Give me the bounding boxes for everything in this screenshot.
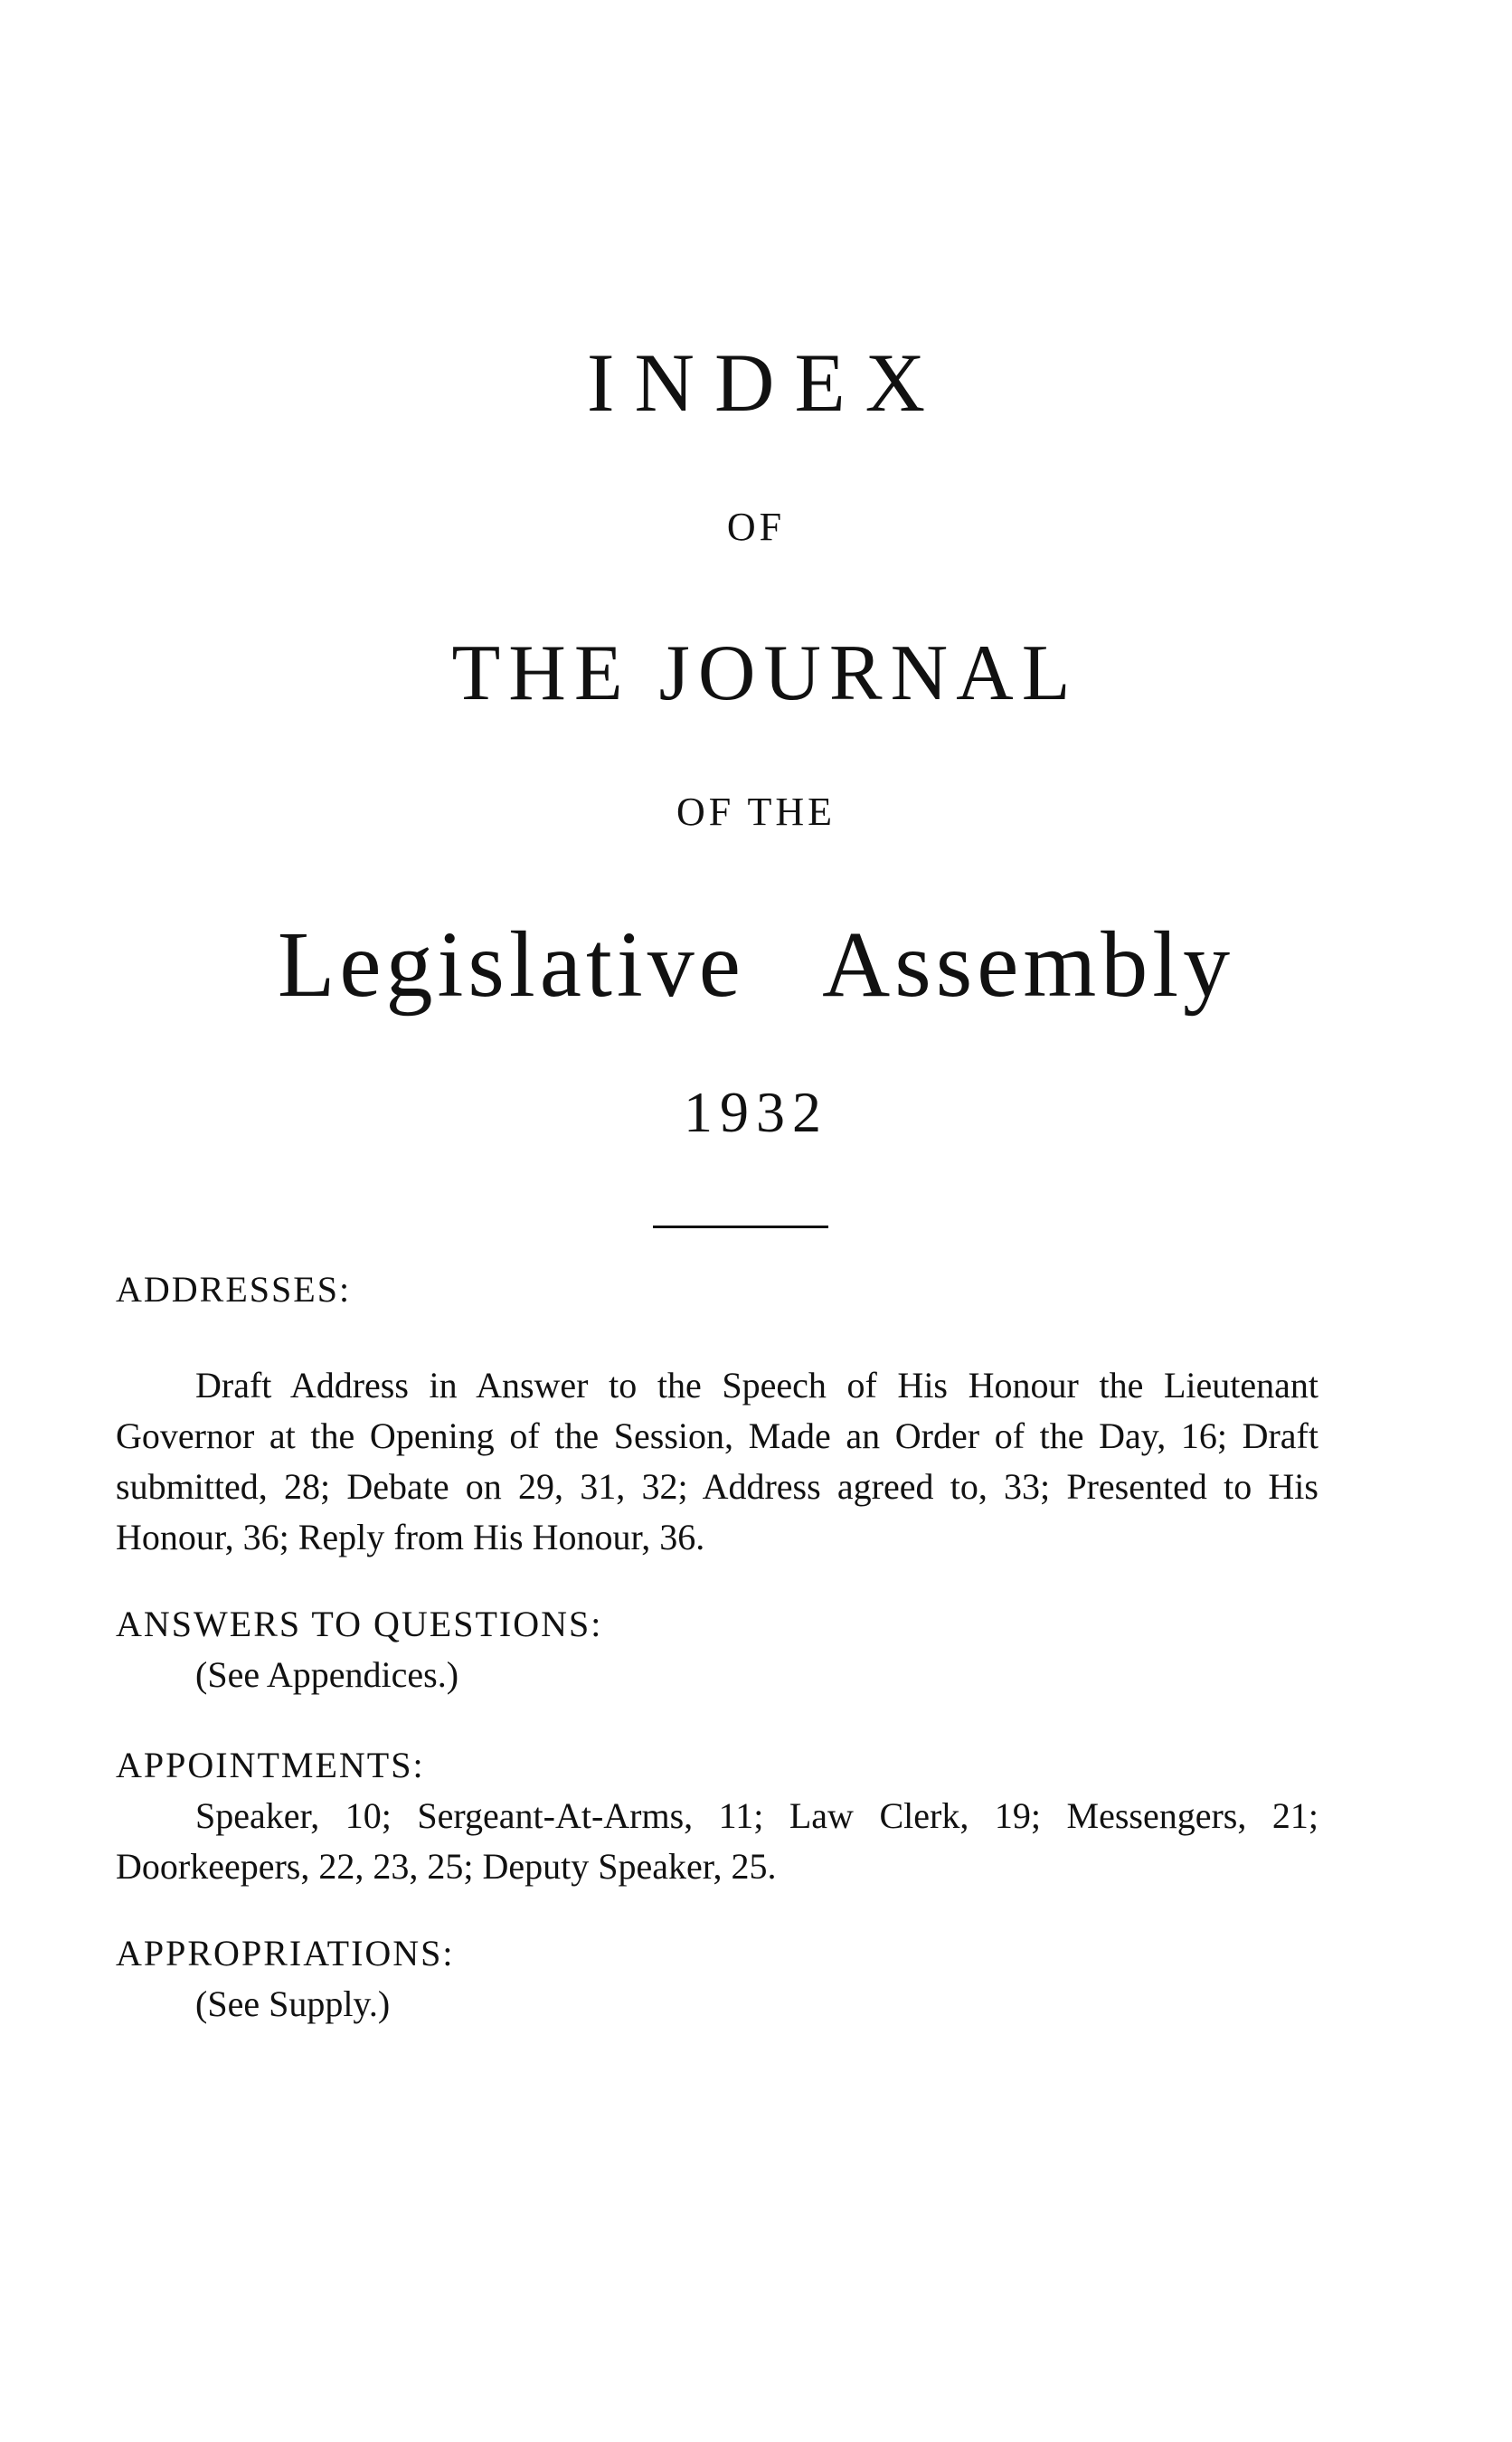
index-title: INDEX <box>586 336 946 429</box>
entry-text: Draft Address in Answer to the Speech of His Honour the Lieutenant Governor at the Opening of the Session, Made an Order of the Day, 16; Draft submitted, 28; Debate on 29, 31, 32; Address agreed to, 33; Presented to His Honour, 36; Reply from His Honour, 36. <box>116 1365 1318 1557</box>
entry-text: Speaker, 10; Sergeant-At-Arms, 11; Law Clerk, 19; Messengers, 21; Doorkeepers, 22, 23, 25; Deputy Speaker, 25. <box>116 1795 1318 1887</box>
journal-title: THE JOURNAL <box>451 629 1079 717</box>
index-entries <box>116 1264 1318 2060</box>
entry-heading: ANSWERS TO QUESTIONS: <box>116 1604 603 1644</box>
index-entry-appointments <box>116 1740 1318 1892</box>
of-the-subtitle: OF THE <box>676 790 836 834</box>
entry-heading: ADDRESSES: <box>116 1269 352 1310</box>
assembly-title: Legislative Assembly <box>277 913 1235 1017</box>
entry-heading: APPROPRIATIONS: <box>116 1933 455 1973</box>
year-title: 1932 <box>684 1080 828 1144</box>
index-entry-answers-to-questions <box>116 1599 1318 1700</box>
entry-text: (See Appendices.) <box>195 1654 459 1695</box>
of-subtitle: OF <box>726 505 786 549</box>
entry-text: (See Supply.) <box>195 1983 391 2024</box>
index-entry-appropriations <box>116 1928 1318 2030</box>
entry-heading: APPOINTMENTS: <box>116 1745 425 1785</box>
index-entry-addresses <box>116 1264 1318 1563</box>
divider-rule <box>653 1226 828 1228</box>
